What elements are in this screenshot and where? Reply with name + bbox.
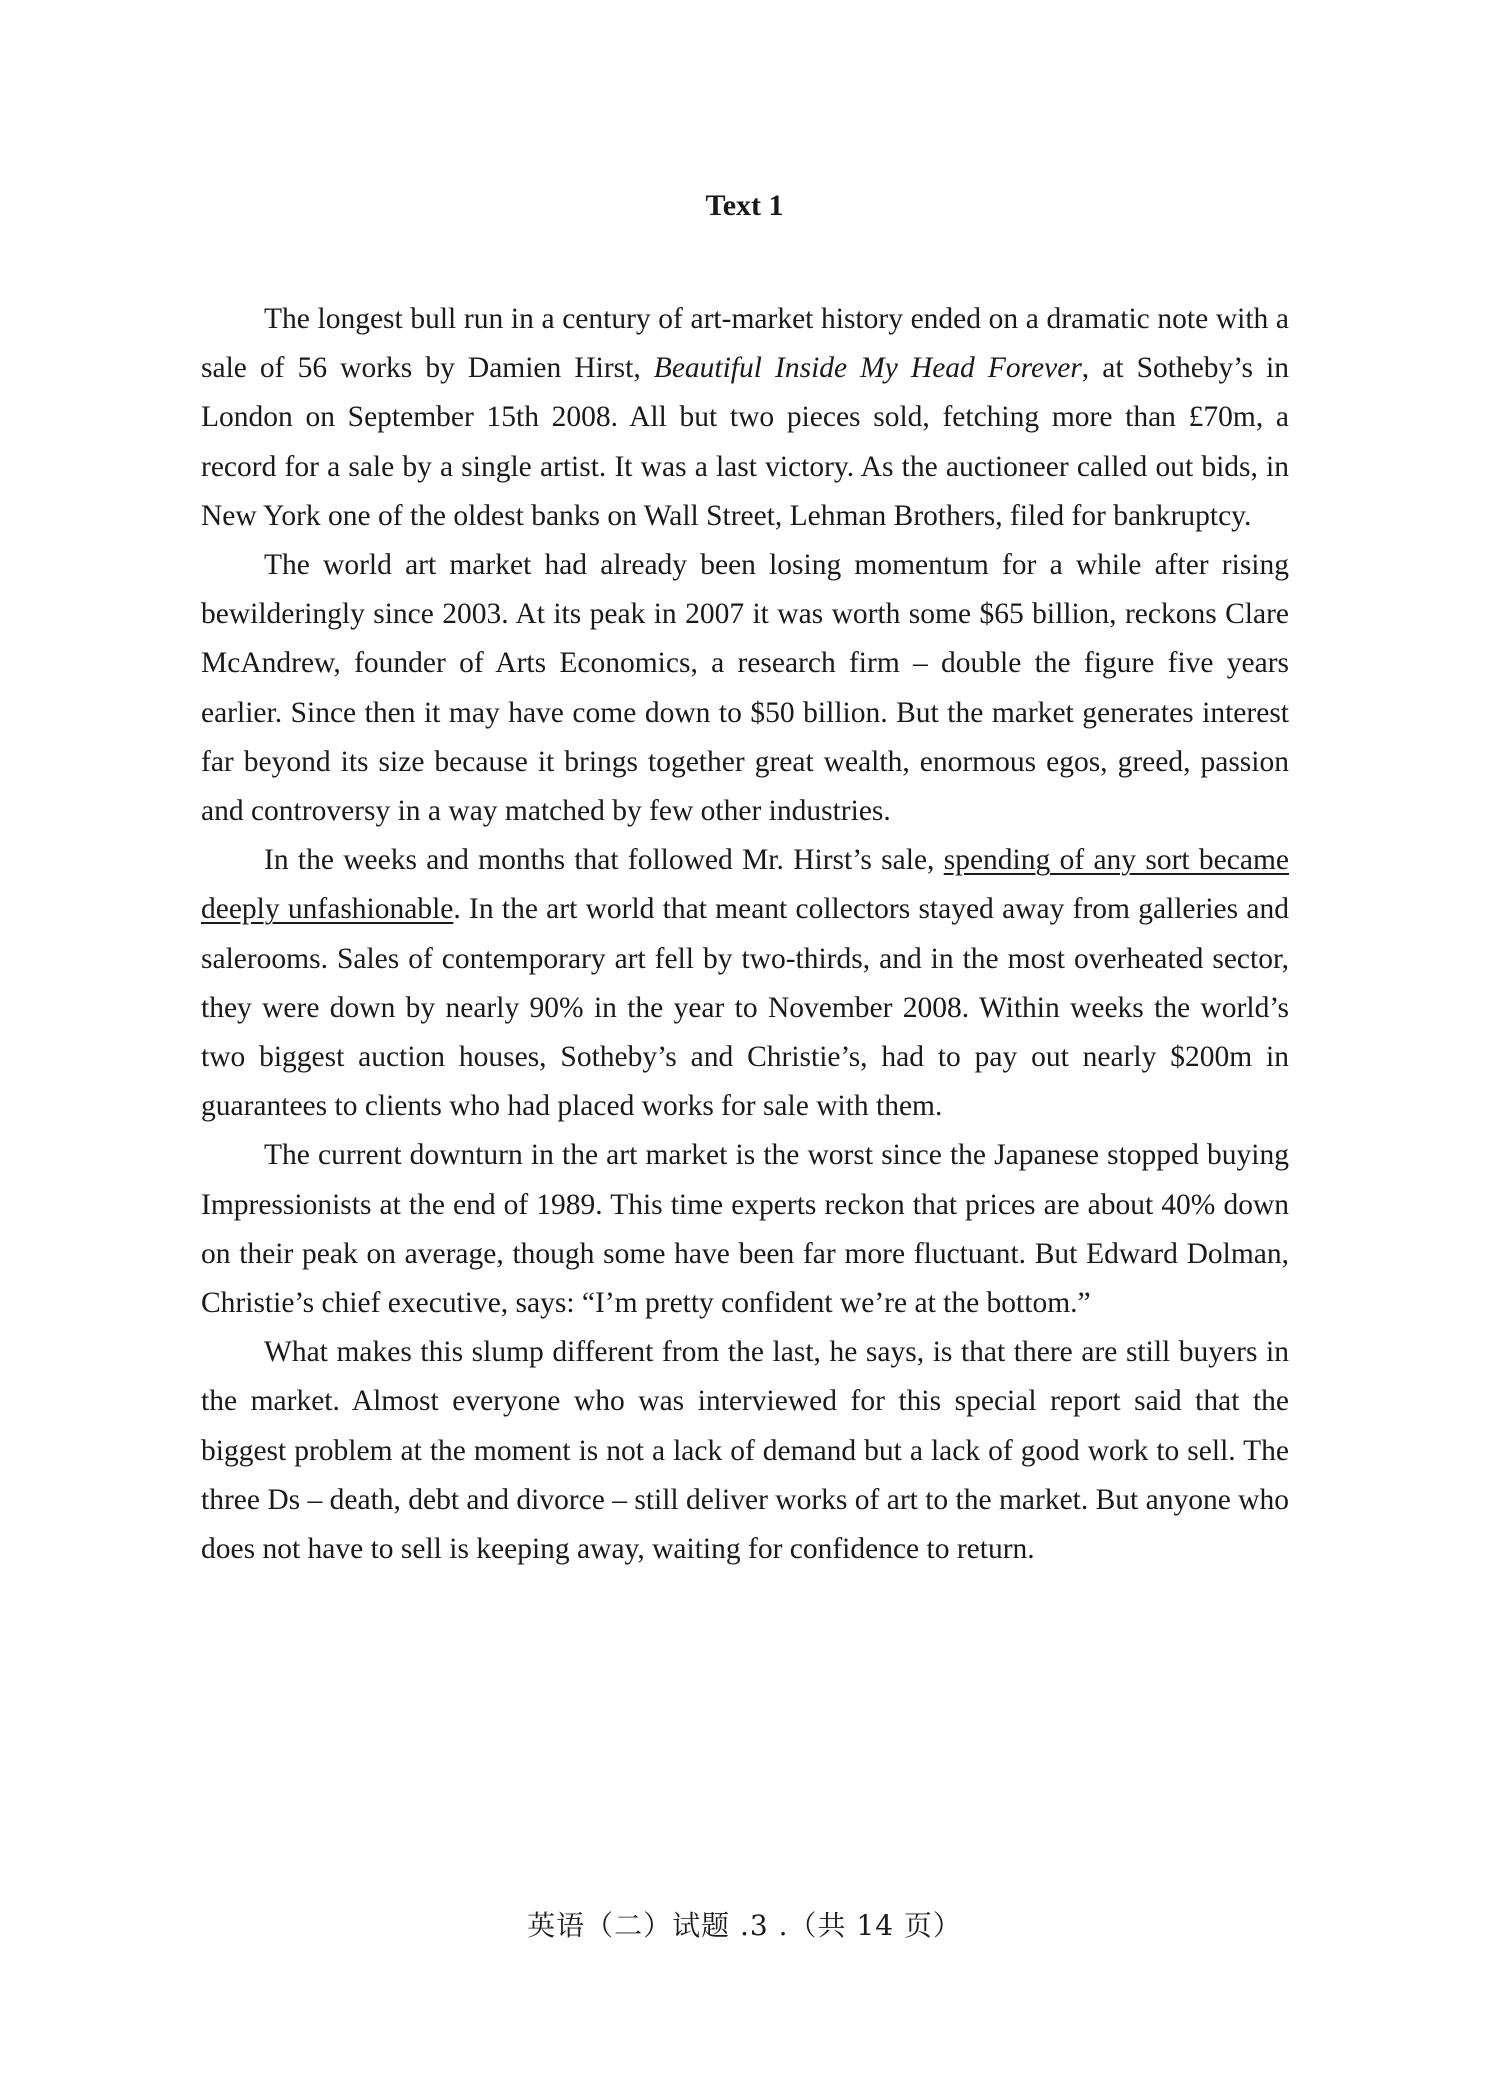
section-title: Text 1	[705, 189, 784, 222]
passage-body	[201, 295, 1289, 1574]
paragraph-3-text-a: In the weeks and months that followed Mr. Hirst’s sale,	[264, 844, 944, 877]
paragraph-3-text-b: . In the art world that meant collectors stayed away from galleries and salerooms. Sales of contemporary art fell by two-thirds, and in the most overheated sector, they were down by nearly 90% in the year to November 2008. Within weeks the world’s two biggest auction houses, Sotheby’s and Christie’s, had to pay out nearly $200m in guarantees to clients who had placed works for sale with them.	[201, 893, 1289, 1123]
page-footer: 英语（二）试题 .3 .（共 14 页）	[527, 1909, 962, 1942]
paragraph-1-text-a: The longest bull run in a century of art-market history ended on a dramatic note with a sale of 56 works by Damien Hirst,	[201, 303, 1289, 385]
paragraph-2: The world art market had already been losing momentum for a while after rising bewilderingly since 2003. At its peak in 2007 it was worth some $65 billion, reckons Clare McAndrew, founder of Arts Economics, a research firm – double the figure five years earlier. Since then it may have come down to $50 billion. But the market generates interest far beyond its size because it brings together great wealth, enormous egos, greed, passion and controversy in a way matched by few other industries.	[201, 549, 1289, 828]
paragraph-3	[201, 836, 1289, 1131]
underlined-phrase: spending of any sort became deeply unfashionable	[201, 844, 1289, 926]
artwork-title: Beautiful Inside My Head Forever	[653, 352, 1082, 385]
paragraph-4: The current downturn in the art market is the worst since the Japanese stopped buying Impressionists at the end of 1989. This time experts reckon that prices are about 40% down on their peak on average, though some have been far more fluctuant. But Edward Dolman, Christie’s chief executive, says: “I’m pretty confident we’re at the bottom.”	[201, 1139, 1289, 1320]
paragraph-1	[201, 295, 1289, 541]
paragraph-1-text-b: , at Sotheby’s in London on September 15th 2008. All but two pieces sold, fetching more than £70m, a record for a sale by a single artist. It was a last victory. As the auctioneer called out bids, in New York one of the oldest banks on Wall Street, Lehman Brothers, filed for bankruptcy.	[201, 352, 1289, 532]
paragraph-5: What makes this slump different from the last, he says, is that there are still buyers in the market. Almost everyone who was interviewed for this special report said that the biggest problem at the moment is not a lack of demand but a lack of good work to sell. The three Ds – death, debt and divorce – still deliver works of art to the market. But anyone who does not have to sell is keeping away, waiting for confidence to return.	[201, 1336, 1289, 1566]
